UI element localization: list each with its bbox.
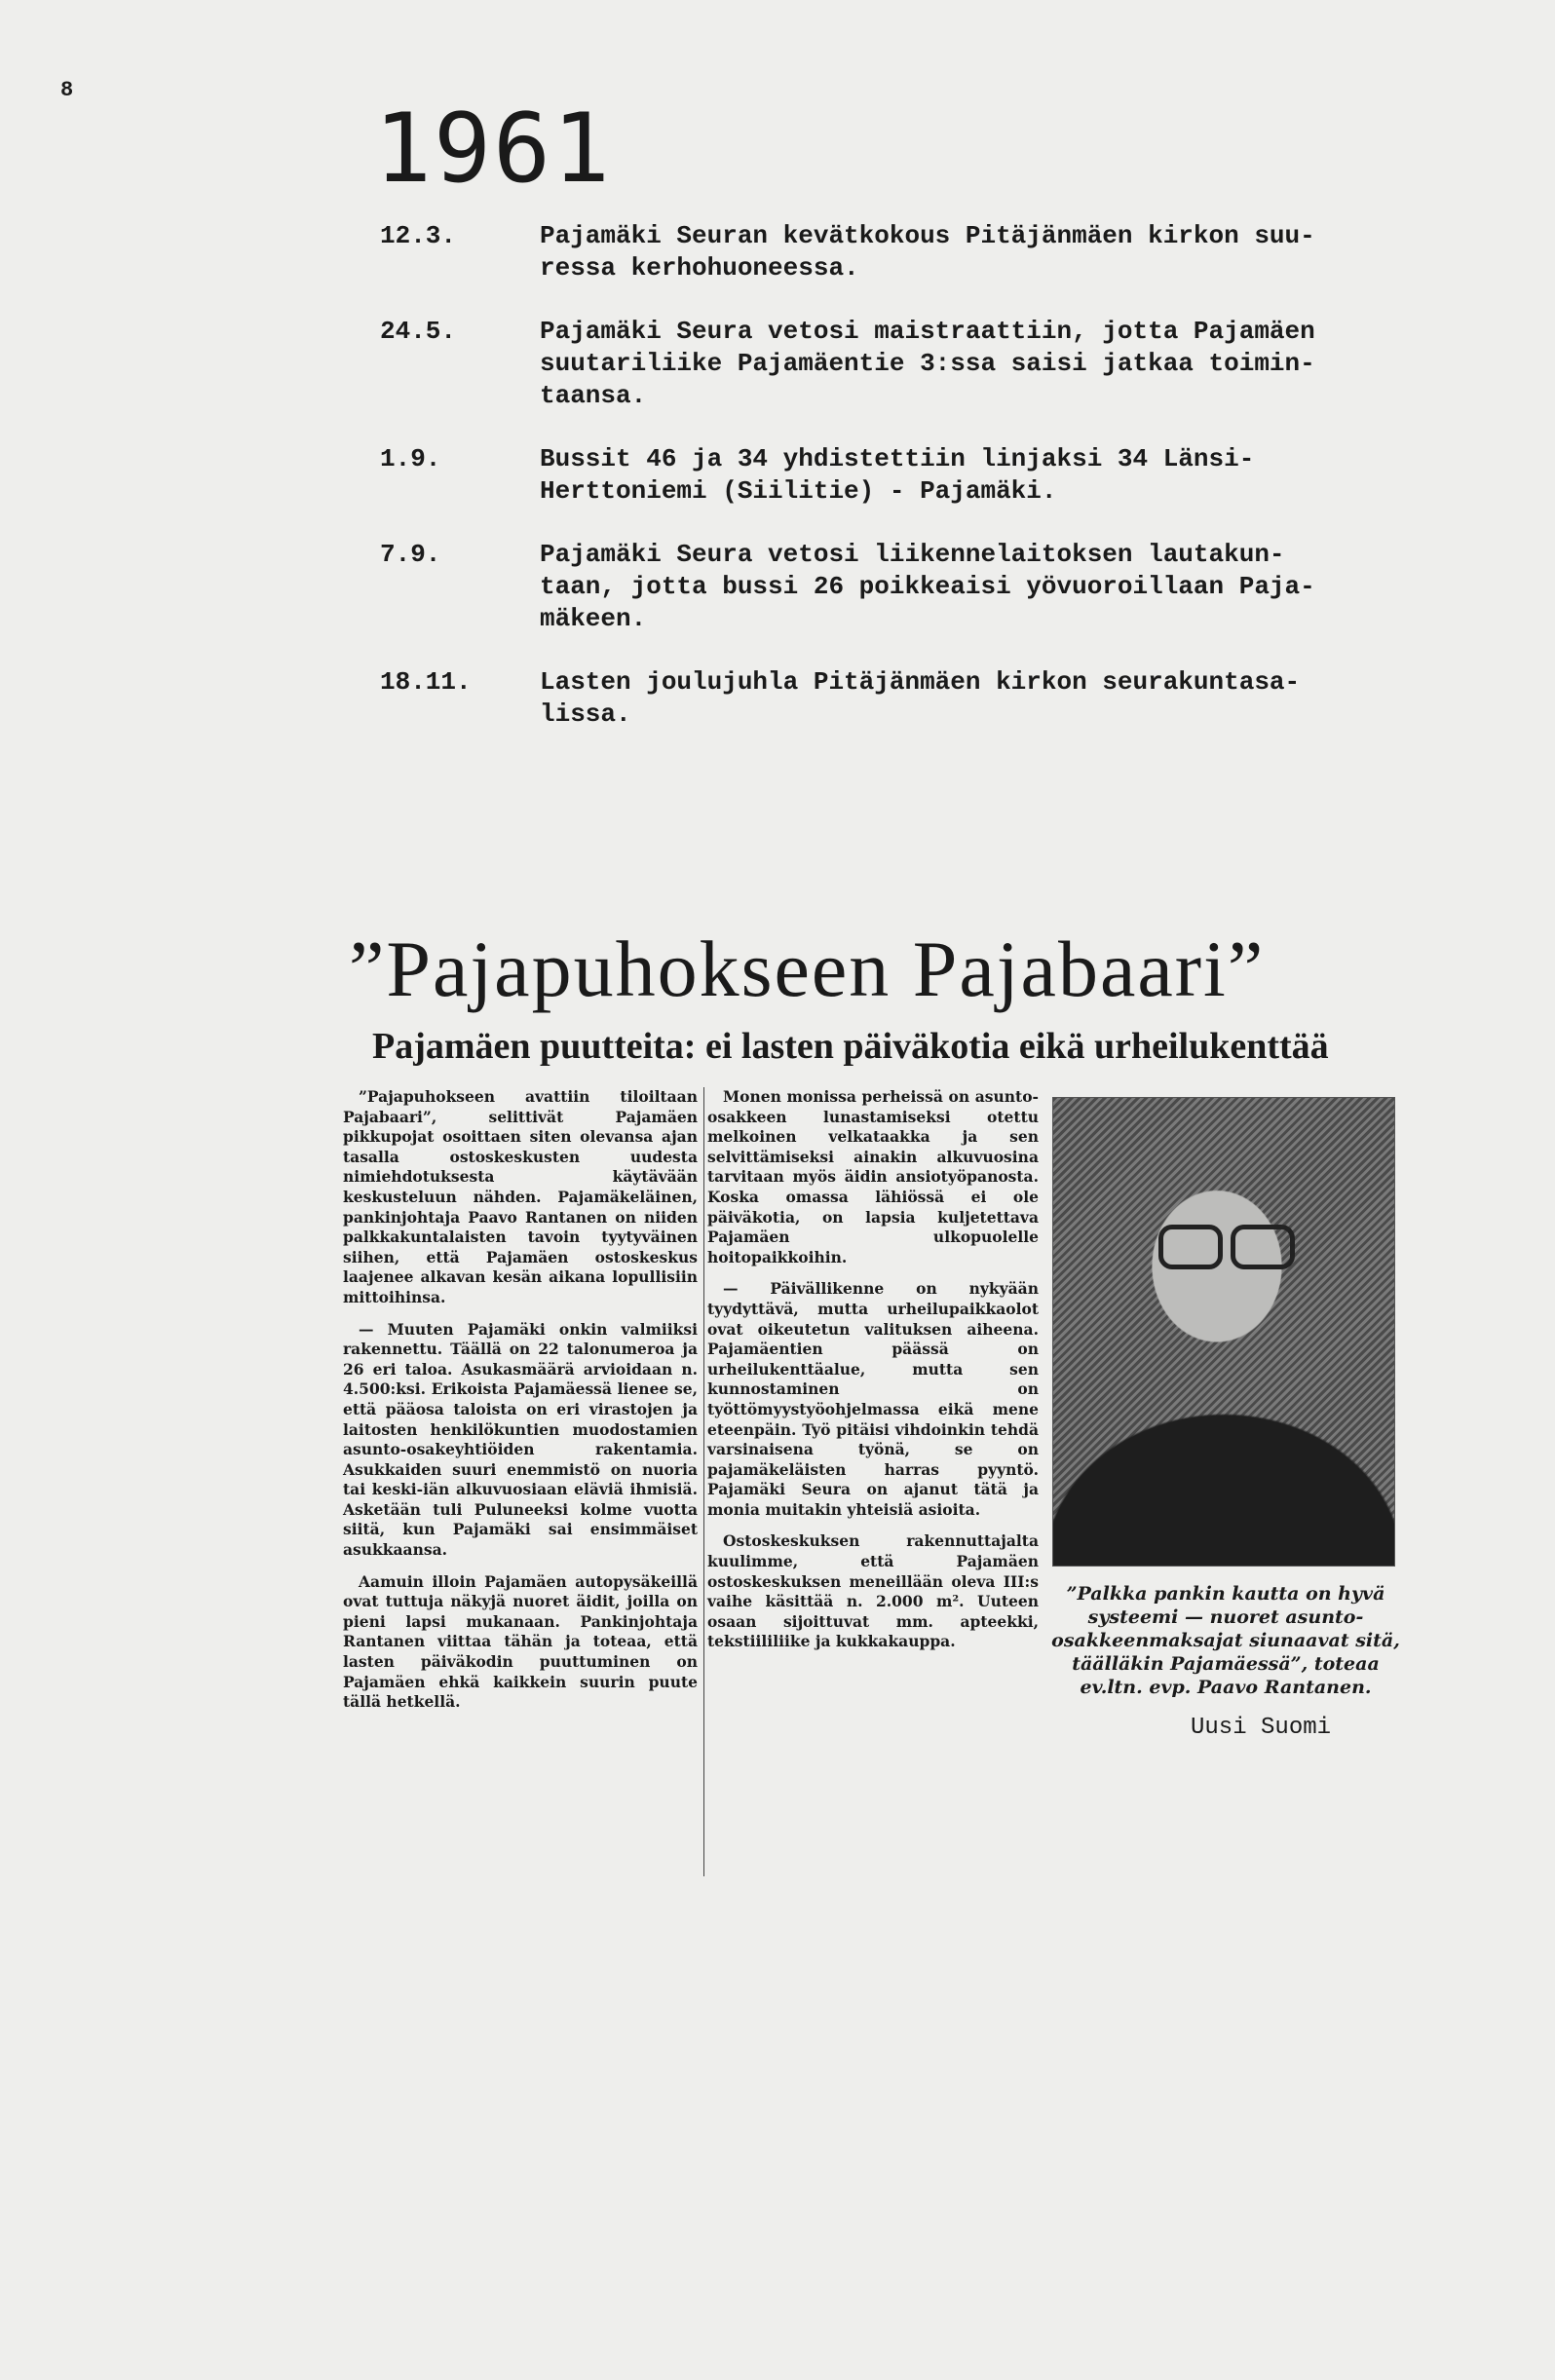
- year-heading: 1961: [374, 94, 613, 205]
- chronology-entry: [380, 666, 1500, 731]
- entry-text: Pajamäki Seuran kevätkokous Pitäjänmäen kirkon suu- ressa kerhohuoneessa.: [540, 221, 1315, 283]
- entry-date: 12.3.: [380, 221, 457, 250]
- entry-date: 18.11.: [380, 667, 472, 697]
- page-number: 8: [60, 78, 74, 102]
- article-column-2: [707, 1087, 1039, 1651]
- chronology-entry: [380, 316, 1500, 412]
- chronology-list: [380, 220, 1500, 762]
- article-paragraph: Aamuin illoin Pajamäen autopysäkeillä ovat tuttuja näkyjä nuoret äidit, joilla on pieni lapsi mukanaan. Pankinjohtaja Rantanen viittaa tähän ja toteaa, että lasten päiväkodin puuttuminen on Pajamäen ehkä kaikkein suurin puute tällä hetkellä.: [343, 1571, 698, 1712]
- source-credit: Uusi Suomi: [1191, 1715, 1332, 1741]
- chronology-entry: [380, 443, 1500, 508]
- article-paragraph: — Muuten Pajamäki onkin valmiiksi rakennettu. Täällä on 22 talonumeroa ja 26 eri taloa. Asukasmäärä arvioidaan n. 4.500:ksi. Erikoista Pajamäessä lienee se, että pääosa taloista on eri virastojen ja laitosten henkilökuntien muodostamien asunto-osakeyhtiöiden rakentamia. Asukkaiden suuri enemmistö on nuoria tai keski-iän alkuvuosiaan eläviä ihmisiä. Asketään tuli Puluneeksi kolme vuotta siitä, kun Pajamäki sai ensimmäiset asukkaansa.: [343, 1319, 698, 1560]
- chronology-entry: [380, 539, 1500, 635]
- photo-caption: ”Palkka pankin kautta on hyvä systeemi — nuoret asunto-osakkeenmaksajat siunaavat sitä, täälläkin Pajamäessä”, toteaa ev.ltn. evp. Paavo Rantanen.: [1051, 1583, 1400, 1698]
- entry-date: 7.9.: [380, 540, 441, 569]
- entry-text: Pajamäki Seura vetosi maistraattiin, jotta Pajamäen suutariliike Pajamäentie 3:ssa saisi jatkaa toimin- taansa.: [540, 317, 1315, 410]
- clipping-subheadline: Pajamäen puutteita: ei lasten päiväkotia eikä urheilukenttää: [372, 1026, 1329, 1067]
- article-paragraph: — Päivällikenne on nykyään tyydyttävä, mutta urheilupaikkaolot ovat oikeutetun valituksen aiheena. Pajamäentien päässä on urheilukenttäalue, mutta sen kunnostaminen on työttömyystyöohjelmassa eikä mene eteenpäin. Työ pitäisi vihdoinkin tehdä varsinaisena työnä, se on pajamäkeläisten harras pyyntö. Pajamäki Seura on ajanut tätä ja monia muitakin yhteisiä asioita.: [707, 1279, 1039, 1519]
- entry-text: Pajamäki Seura vetosi liikennelaitoksen lautakun- taan, jotta bussi 26 poikkeaisi yövuoroillaan Paja- mäkeen.: [540, 540, 1315, 633]
- article-paragraph: ”Pajapuhokseen avattiin tiloiltaan Pajabaari”, selittivät Pajamäen pikkupojat osoittaen siten olevansa ajan tasalla ostoskeskusten uudesta nimiehdotuksesta käytävään keskusteluun nähden. Pajamäkeläinen, pankinjohtaja Paavo Rantanen on niiden palkkakuntalaisten tavoin tyytyväinen siihen, että Pajamäen ostoskeskus laajenee alkavan kesän aikana lopullisiin mittoihinsa.: [343, 1087, 698, 1306]
- portrait-photo: [1052, 1097, 1395, 1567]
- chronology-entry: [380, 220, 1500, 284]
- clipping-headline: ”Pajapuhokseen Pajabaari”: [349, 925, 1266, 1013]
- entry-text: Bussit 46 ja 34 yhdistettiin linjaksi 34 Länsi- Herttoniemi (Siilitie) - Pajamäki.: [540, 444, 1255, 506]
- article-column-1: [343, 1087, 704, 1876]
- article-paragraph: Ostoskeskuksen rakennuttajalta kuulimme, että Pajamäen ostoskeskuksen meneillään oleva III:s vaihe käsittää n. 2.000 m². Uuteen osaan sijoittuvat mm. apteekki, tekstiililiike ja kukkakauppa.: [707, 1531, 1039, 1651]
- entry-date: 1.9.: [380, 444, 441, 473]
- glasses-shape: [1158, 1225, 1295, 1264]
- entry-text: Lasten joulujuhla Pitäjänmäen kirkon seurakuntasa- lissa.: [540, 667, 1301, 729]
- article-paragraph: Monen monissa perheissä on asunto-osakkeen lunastamiseksi otettu melkoinen velkataakka ja sen selvittämiseksi ainakin alkuvuosina tarvitaan myös äidin ansiotyöpanosta. Koska omassa lähiössä ei ole päiväkotia, on lapsia kuljetettava Pajamäen ulkopuolelle hoitopaikkoihin.: [707, 1087, 1039, 1266]
- newspaper-clipping: [331, 916, 1432, 1890]
- entry-date: 24.5.: [380, 317, 457, 346]
